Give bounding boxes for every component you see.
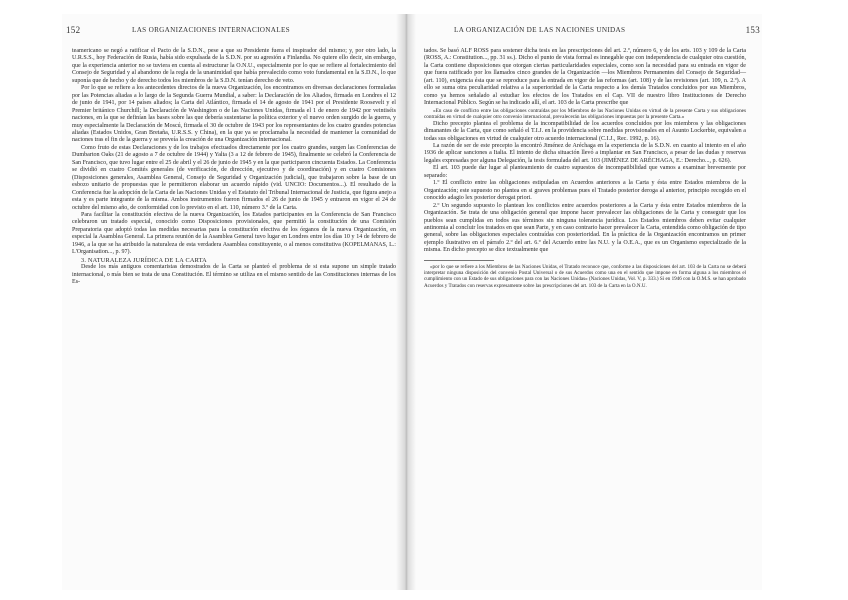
right-page-number: 153: [745, 25, 760, 35]
paragraph: Desde los más antiguos comentaristas demostrados de la Carta se planteó el problema de si esta supone un simple tratado internacional, o más bien se trata de una Constitución. El término se utiliza en el mismo sentido de las Constituciones internas de los Es-: [72, 264, 396, 286]
footnote-text: «por lo que se refiere a los Miembros de las Naciones Unidas, el Tratado reconoce que, conforme a las disposiciones del art. 103 de la Carta no se deberá interpretar ninguna disposición del convenio Postal Universal o de sus Acuerdos como una en el sentido que impone en forma alguna a los miembros el cumplimiento con un Estado de sus obligaciones para con las Naciones Unidas» (Naciones Unidas, Vol. V, p. 333.) Si en 1946 con la O.M.S. se han aprobado Acuerdos y Tratados con reservas expresamente sobre las prescripciones del art. 103 de la Carta en la O.N.U.: [424, 263, 746, 289]
left-page: [62, 14, 400, 590]
right-page: [414, 14, 762, 590]
section-heading: 3. NATURALEZA JURÍDICA DE LA CARTA: [81, 256, 207, 264]
paragraph: La razón de ser de este precepto la encontró Jiménez de Aréchaga en la experiencia de la S.D.N. en cuanto al intento en el año 1936 de aplicar sanciones a Italia. El intento de dicha situación llevó a implantar en San Francisco, a pesar de las dudas y reservas legales expresadas por alguna Delegación, la tesis formulada del art. 103 (JIMÉNEZ DE ARÉCHAGA, E.: Derecho..., p. 626).: [424, 142, 746, 164]
paragraph: Como fruto de estas Declaraciones y de los trabajos efectuados directamente por los cuatro grandes, surgen las Conferencias de Dumbarton Oaks (21 de agosto a 7 de octubre de 1944) y Yalta (3 a 12 de febrero de 1945), finalmente se celebró la Conferencia de San Francisco, que tuvo lugar entre el 25 de abril y el 26 de junio de 1945 y en la que participaron cincuenta Estados. La Conferencia se dividió en cuatro Comités generales (de verificación, de dirección, ejecutivo y de coordinación) y en cuatro Comisiones (Disposiciones generales, Asamblea General, Consejo de Seguridad y Organización judicial), que trabajaron sobre la base de un esbozo unitario de propuestas que le permitieron elaborar un acuerdo rápido (vid. UNCIO: Documentos...). El resultado de la Conferencia fue la adopción de la Carta de las Naciones Unidas y el Estatuto del Tribunal Internacional de Justicia, que figura anejo a esta y es parte integrante de la misma. Ambos instrumentos fueron firmados el 26 de junio de 1945 y entraron en vigor el 24 de octubre del mismo año, de conformidad con lo previsto en el art. 110, número 3.º de la Carta.: [72, 144, 396, 211]
paragraph: 1.º El conflicto entre las obligaciones estipuladas en Acuerdos anteriores a la Carta y ésta entre Estados miembros de la Organización; este supuesto no plantea en si graves problemas pues el Tratado posterior deroga al anterior, principio recogido en el conocido adagio lex posterior derogat priori.: [424, 180, 746, 202]
paragraph: 2.º Un segundo supuesto lo plantean los conflictos entre acuerdos posteriores a la Carta y ésta entre Estados miembros de la Organización. Se trata de una obligación general que impone hacer prevalecer las obligaciones de la Carta y conseguir que los pueblos sean cumplidas en todos sus términos sin ninguna tolerancia jurídica. Los Estados miembros deben evitar cualquier antinomia al concluir los tratados en que sean Parte, y en caso contrario hacer prevalecer la Carta, entendida como obligación de tipo general, sobre las obligaciones especiales contraídas con posterioridad. En la práctica de la Organización encontramos un primer ejemplo ilustrativo en el párrafo 2.º del art. 6.º del Acuerdo entre las N.U. y la O.E.A., que es un Organismo especializado de la misma. En dicho precepto se dice textualmente que: [424, 202, 746, 254]
right-running-head-title: LA ORGANIZACIÓN DE LAS NACIONES UNIDAS: [454, 26, 626, 34]
footnote-rule: [424, 260, 494, 261]
book-gutter-shadow: [396, 14, 416, 590]
paragraph: El art. 103 puede dar lugar al planteamiento de cuatro supuestos de incompatibilidad que vamos a examinar brevemente por separado:: [424, 165, 746, 179]
right-page-body: [424, 48, 746, 289]
left-running-head-title: LAS ORGANIZACIONES INTERNACIONALES: [132, 26, 290, 34]
paragraph: Para facilitar la constitución efectiva de la nueva Organización, los Estados participantes en la Conferencia de San Francisco celebraron un tratado especial, conocido como Disposiciones provisionales, que permitió la constitución de una Comisión Preparatoria que adoptó todas las medidas necesarias para la constitución efectiva de los órganos de la nueva Organización, en especial la Asamblea General. La primera reunión de la Asamblea General tuvo lugar en Londres entre los días 10 y 14 de febrero de 1946, a la que se ha atribuido la naturaleza de esta verdadera Asamblea constituyente, o al menos constitutiva (KOPELMANAS, L.: L'Organisation..., p. 97).: [72, 211, 396, 256]
book-spread: [62, 14, 762, 590]
paragraph: Por lo que se refiere a los antecedentes directos de la nueva Organización, los encontramos en diversas declaraciones formuladas por las Potencias aliadas a lo largo de la Segunda Guerra Mundial, a saber: la Declaración de los Aliados, firmada en Londres el 12 de junio de 1941, por 14 países aliados; la Carta del Atlántico, firmada el 14 de agosto de 1941 por el Presidente Roosevelt y el Premier británico Churchill; la Declaración de Washington o de las Naciones Unidas, firmada el 1 de enero de 1942 por veintiséis naciones, en la que se definían las bases sobre las que debería sustentarse la política exterior y el nuevo orden surgido de la guerra, y muy especialmente la Declaración de Moscú, firmada el 30 de octubre de 1943 por los representantes de los cuatro grandes potencias aliadas (Estados Unidos, Gran Bretaña, U.R.S.S. y China), en la que ya se proclamaba la necesidad de mantener la comunidad de naciones tras el fin de la guerra y se preveía la creación de una Organización internacional.: [72, 85, 396, 144]
left-page-body: [72, 48, 396, 287]
paragraph: teamericano se negó a ratificar el Pacto de la S.D.N., pese a que su Presidente fuera el inspirador del mismo; y, por otro lado, la U.R.S.S., hoy Federación de Rusia, había sido expulsada de la S.D.N. por su agresión a Finlandia. No quiere ello decir, sin embargo, que la experiencia anterior no se tuviera en cuenta al estructurar la O.N.U., especialmente por lo que se refiere al fortalecimiento del Consejo de Seguridad y al abandono de la regla de la unanimidad que había prevalecido como voto fundamental en la S.D.N., lo que suponía que de hecho y de derecho todos los miembros de la S.D.N. tenían derecho de veto.: [72, 48, 396, 84]
block-quote: «En caso de conflicto entre las obligaciones contraídas por los Miembros de las Naciones Unidas en virtud de la presente Carta y sus obligaciones contraídas en virtud de cualquier otro convenio internacional, prevalecerán las obligaciones impuestas por la presente Carta.»: [424, 107, 746, 121]
left-page-number: 152: [66, 25, 81, 35]
paragraph: tados. Se basó ALF ROSS para sostener dicha tesis en las prescripciones del art. 2.º, número 6, y de los arts. 103 y 109 de la Carta (ROSS, A.: Constitution..., pp. 31 ss.). Dicho el punto de vista formal es innegable que con independencia de cualquier otra cuestión, la Carta contiene disposiciones que otorgan ciertas particularidades especiales, como son la necesidad para su entrada en vigor de que fuera ratificado por los llamados cinco grandes de la Organización —los Miembros Permanentes del Consejo de Seguridad— (art. 110), exigencia ésta que se reproduce para la entrada en vigor de las reformas (art. 108) y de las revisiones (art. 109, n. 2.º). A ello se suma otra peculiaridad relativa a la superioridad de la Carta respecto a los demás Tratados concluidos por sus Miembros, como ya hemos señalado al estudiar los efectos de los Tratados en el Cap. VII de nuestro libro Instituciones de Derecho Internacional Público. Según se ha indicado allí, el art. 103 de la Carta prescribe que: [424, 48, 746, 107]
footnotes: [424, 264, 746, 289]
paragraph: Dicho precepto plantea el problema de la incompatibilidad de los acuerdos concluidos por los miembros y las obligaciones dimanantes de la Carta, que como señaló el T.I.J. en la providencia sobre medidas provisionales en el Asunto Lockerbie, equivalen a todas sus obligaciones en virtud de cualquier otro acuerdo internacional (C.I.J., Rec. 1992, p. 16).: [424, 120, 746, 142]
